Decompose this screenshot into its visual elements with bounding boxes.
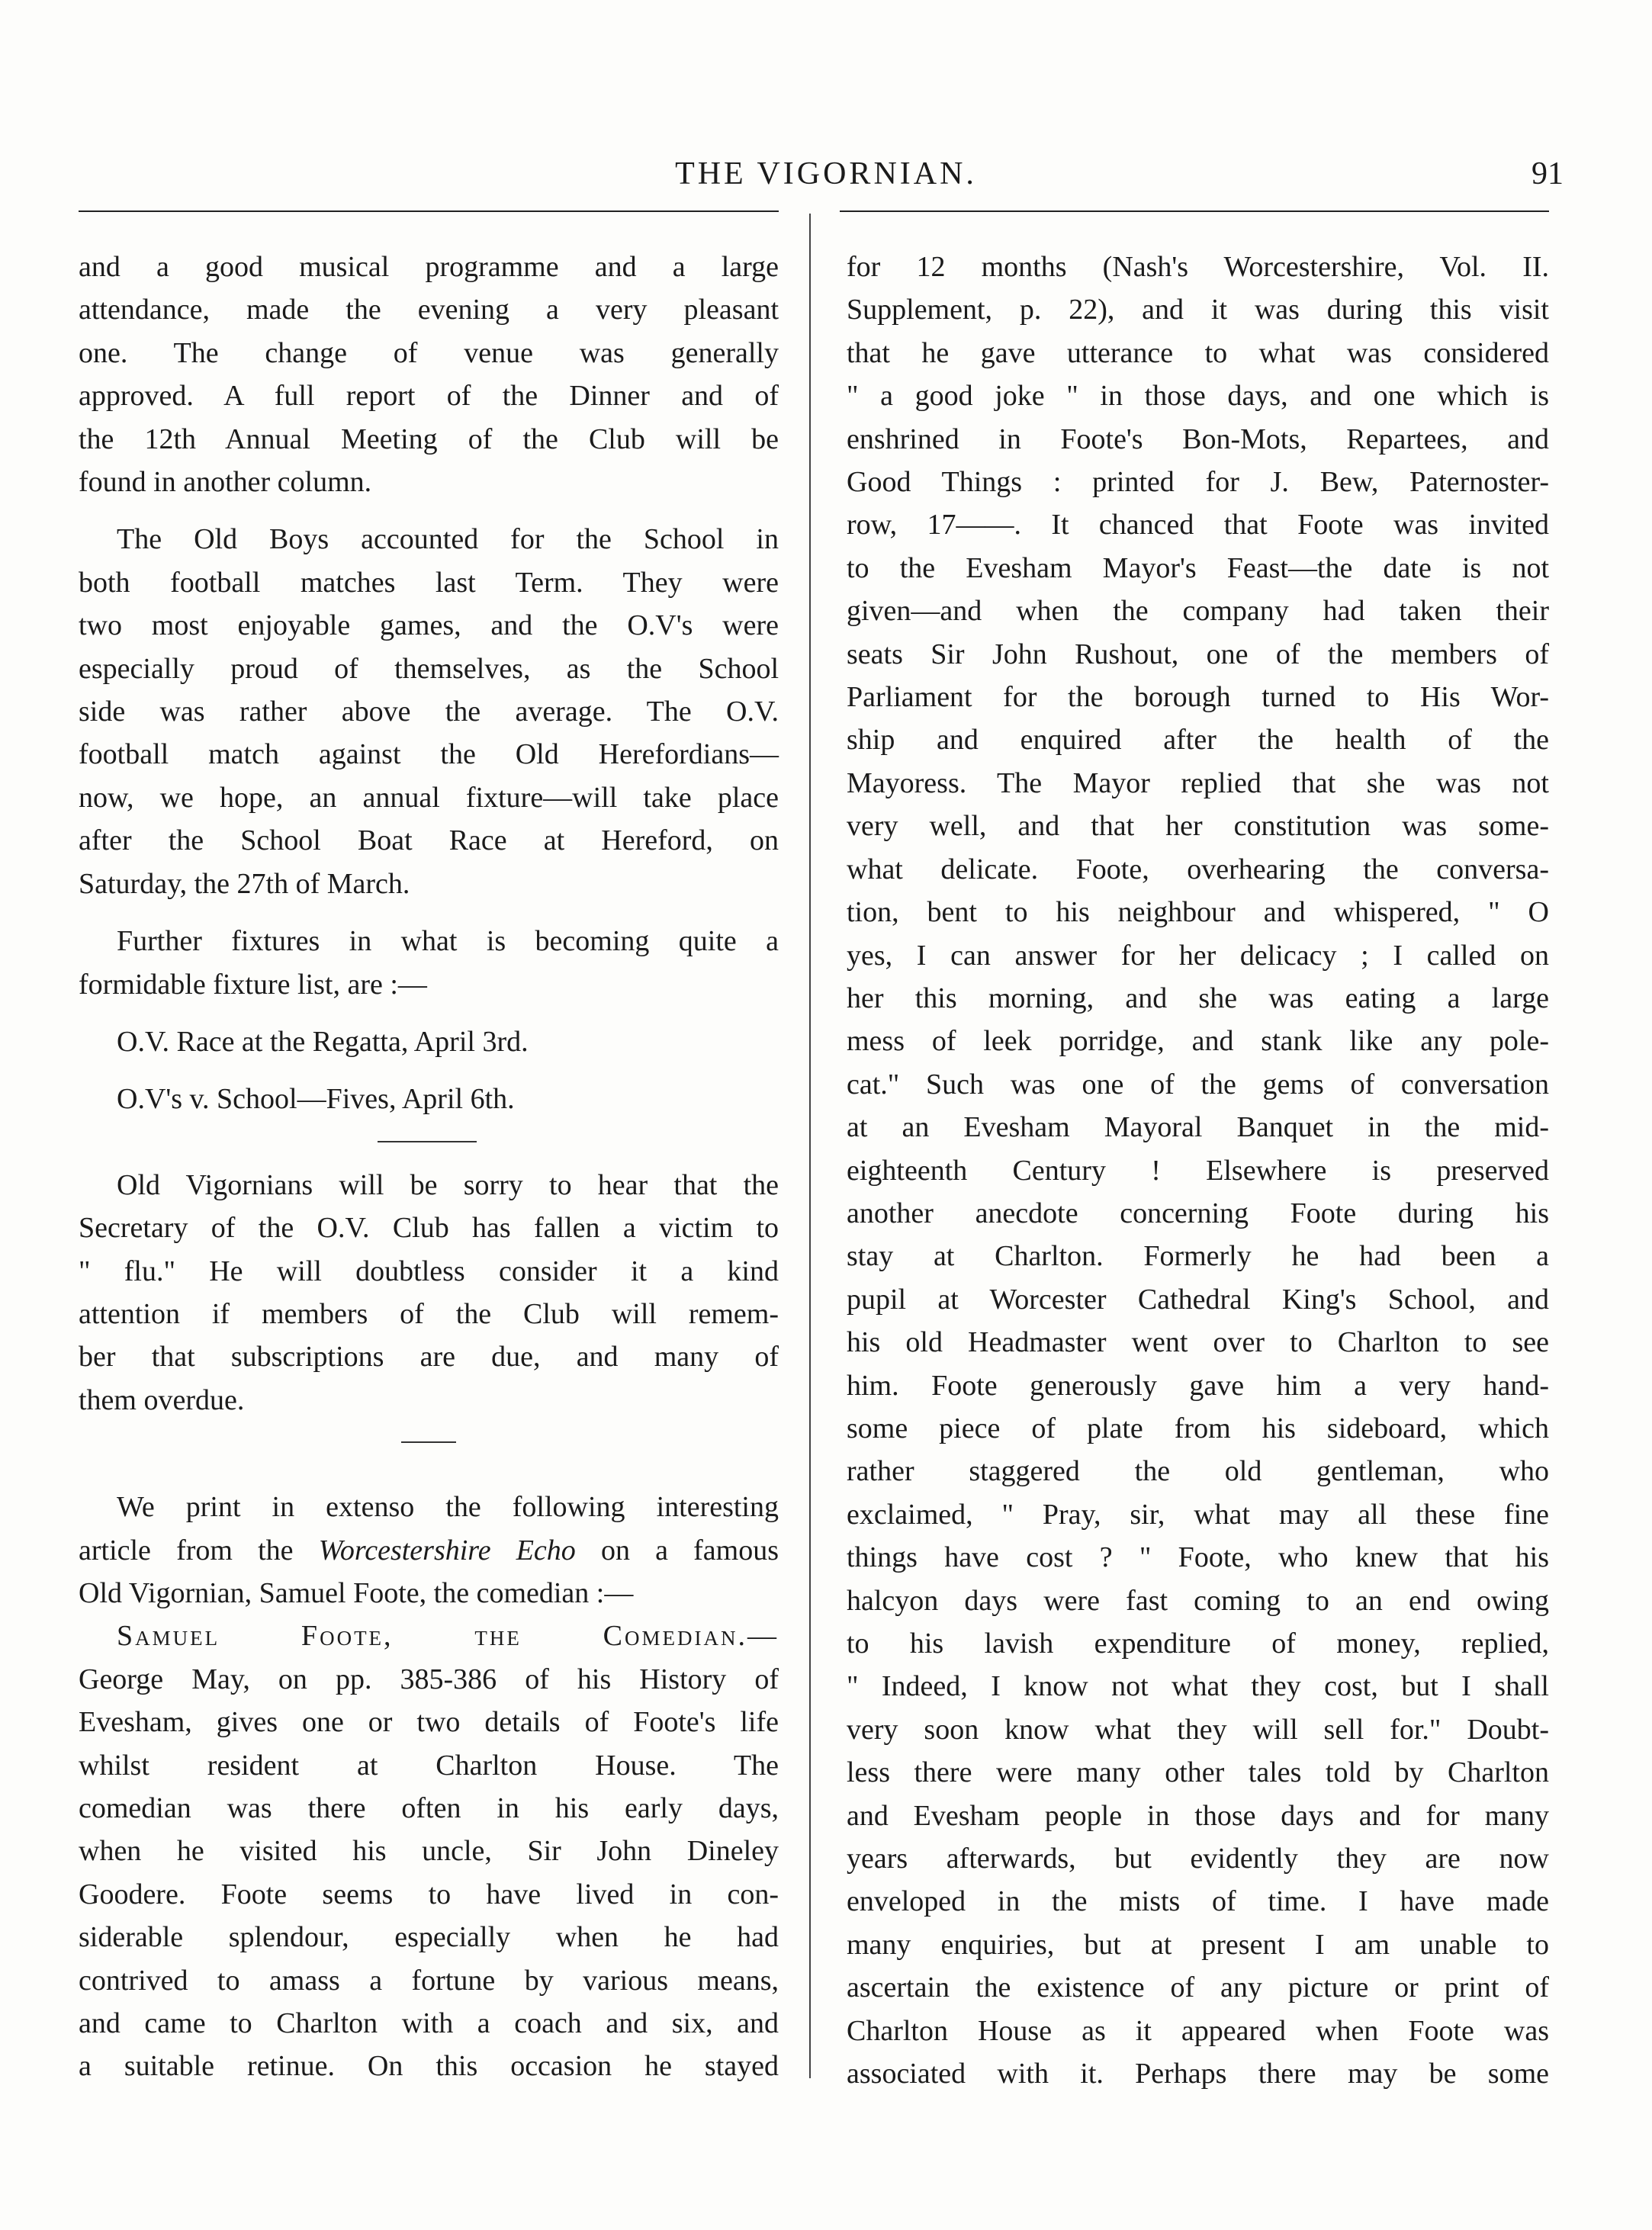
text-line: George May, on pp. 385-386 of his History of [79, 1663, 779, 1695]
section-separator [79, 1422, 779, 1464]
article-heading: Samuel Foote, the Comedian.— [117, 1620, 779, 1653]
text-line: now, we hope, an annual fixture—will take place [79, 781, 779, 814]
text-line: things have cost ? " Foote, who knew that his [847, 1541, 1549, 1574]
text-line: The Old Boys accounted for the School in [117, 523, 779, 556]
text-line: his old Headmaster went over to Charlton to see [847, 1326, 1549, 1359]
running-head-title: THE VIGORNIAN. [675, 156, 977, 191]
text-line: to his lavish expenditure of money, replied, [847, 1628, 1549, 1660]
text-line: article from the Worcestershire Echo on a famous [79, 1534, 779, 1566]
text-line: " flu." He will doubtless consider it a kind [79, 1255, 779, 1287]
text-line: enveloped in the mists of time. I have made [847, 1885, 1549, 1918]
text-line: Saturday, the 27th of March. [79, 867, 410, 900]
text-line: Mayoress. The Mayor replied that she was not [847, 766, 1549, 799]
text-line: her this morning, and she was eating a large [847, 982, 1549, 1014]
text-line: especially proud of themselves, as the School [79, 652, 779, 685]
text-line: football match against the Old Herefordians— [79, 738, 779, 771]
paragraph-echo-intro [79, 1486, 779, 1615]
text-line: comedian was there often in his early days, [79, 1792, 779, 1824]
text-line: yes, I can answer for her delicacy ; I called on [847, 939, 1549, 972]
text-line: Further fixtures in what is becoming quite a [117, 925, 779, 958]
left-column [79, 246, 779, 2088]
text-line: Supplement, p. 22), and it was during this visit [847, 294, 1549, 326]
text-line: and a good musical programme and a large [79, 251, 779, 283]
text-line: and Evesham people in those days and for many [847, 1799, 1549, 1832]
header-rule-left [79, 210, 779, 212]
text-line: given—and when the company had taken their [847, 595, 1549, 628]
text-line: halcyon days were fast coming to an end owing [847, 1584, 1549, 1617]
text-line: a suitable retinue. On this occasion he stayed [79, 2050, 779, 2083]
text-line: Charlton House as it appeared when Foote was [847, 2014, 1549, 2047]
text-line: approved. A full report of the Dinner and of [79, 380, 779, 413]
text-line: two most enjoyable games, and the O.V's were [79, 609, 779, 642]
text-line: at an Evesham Mayoral Banquet in the mid- [847, 1111, 1549, 1144]
text-line: Old Vigornians will be sorry to hear that the [117, 1168, 779, 1201]
text-line: some piece of plate from his sideboard, which [847, 1412, 1549, 1444]
right-column [847, 246, 1549, 2095]
text-line: ship and enquired after the health of the [847, 724, 1549, 757]
fixture-item: O.V. Race at the Regatta, April 3rd. [117, 1025, 529, 1058]
text-line: and came to Charlton with a coach and six, and [79, 2007, 779, 2040]
text-line: whilst resident at Charlton House. The [79, 1749, 779, 1782]
article-foote [79, 1615, 779, 2087]
text-line: seats Sir John Rushout, one of the members of [847, 638, 1549, 670]
text-line: Old Vigornian, Samuel Foote, the comedian :— [79, 1576, 634, 1609]
text-line: " a good joke " in those days, and one which is [847, 380, 1549, 413]
paragraph-dinner [79, 246, 779, 503]
text-line: for 12 months (Nash's Worcestershire, Vol. II. [847, 251, 1549, 283]
paragraph-fixtures [79, 920, 779, 1006]
text-line: side was rather above the average. The O.V. [79, 696, 779, 728]
text-line: ber that subscriptions are due, and many of [79, 1341, 779, 1374]
text-line: Secretary of the O.V. Club has fallen a victim to [79, 1212, 779, 1245]
text-line: Evesham, gives one or two details of Foote's life [79, 1706, 779, 1739]
text-line: that he gave utterance to what was considered [847, 336, 1549, 369]
text-line: years afterwards, but evidently they are now [847, 1843, 1549, 1875]
text-line: We print in extenso the following interesting [117, 1491, 779, 1524]
text-line: less there were many other tales told by Charlton [847, 1756, 1549, 1789]
text-line: Parliament for the borough turned to His Wor- [847, 681, 1549, 714]
text-line: rather staggered the old gentleman, who [847, 1455, 1549, 1488]
text-line: when he visited his uncle, Sir John Dineley [79, 1835, 779, 1868]
text-line: the 12th Annual Meeting of the Club will be [79, 423, 779, 455]
text-line: found in another column. [79, 466, 372, 499]
text-line: them overdue. [79, 1383, 245, 1416]
text-line: tion, bent to his neighbour and whispered, " O [847, 896, 1549, 929]
text-line: exclaimed, " Pray, sir, what may all these fine [847, 1498, 1549, 1531]
publication-title: Worcestershire Echo [318, 1534, 576, 1566]
text-line: very well, and that her constitution was some- [847, 810, 1549, 843]
text-line: associated with it. Perhaps there may be some [847, 2058, 1549, 2090]
section-separator [79, 1121, 779, 1164]
text-line: contrived to amass a fortune by various means, [79, 1964, 779, 1997]
header-rule-right [840, 210, 1549, 212]
text-line: one. The change of venue was generally [79, 336, 779, 369]
text-line: what delicate. Foote, overhearing the conversa- [847, 853, 1549, 885]
text-line: siderable splendour, especially when he had [79, 1921, 779, 1954]
text-line: very soon know what they will sell for." Doubt- [847, 1713, 1549, 1746]
text-line: stay at Charlton. Formerly he had been a [847, 1240, 1549, 1273]
text-line: Good Things : printed for J. Bew, Paternoster- [847, 466, 1549, 499]
text-line: row, 17——. It chanced that Foote was invited [847, 509, 1549, 541]
text-line: another anecdote concerning Foote during his [847, 1197, 1549, 1229]
text-line: eighteenth Century ! Elsewhere is preserved [847, 1154, 1549, 1187]
paragraph-football [79, 518, 779, 905]
text-line: mess of leek porridge, and stank like any pole- [847, 1025, 1549, 1058]
column-divider [809, 214, 811, 2078]
text-line: attendance, made the evening a very pleasant [79, 294, 779, 326]
fixture-item: O.V's v. School—Fives, April 6th. [117, 1083, 515, 1116]
page-number: 91 [1531, 156, 1564, 191]
text-line: him. Foote generously gave him a very hand- [847, 1369, 1549, 1402]
text-line: cat." Such was one of the gems of conversation [847, 1068, 1549, 1101]
text-line: pupil at Worcester Cathedral King's School, and [847, 1283, 1549, 1316]
text-line: many enquiries, but at present I am unable to [847, 1928, 1549, 1961]
text-line: attention if members of the Club will remem- [79, 1297, 779, 1330]
text-line: both football matches last Term. They were [79, 566, 779, 599]
text-line: " Indeed, I know not what they cost, but I shall [847, 1670, 1549, 1703]
text-line: to the Evesham Mayor's Feast—the date is not [847, 551, 1549, 584]
text-line: formidable fixture list, are :— [79, 968, 427, 1001]
text-line: enshrined in Foote's Bon-Mots, Repartees, and [847, 423, 1549, 455]
text-line: Goodere. Foote seems to have lived in con- [79, 1878, 779, 1910]
text-line: after the School Boat Race at Hereford, on [79, 824, 779, 857]
text-line: ascertain the existence of any picture or print of [847, 1971, 1549, 2004]
paragraph-secretary [79, 1164, 779, 1422]
